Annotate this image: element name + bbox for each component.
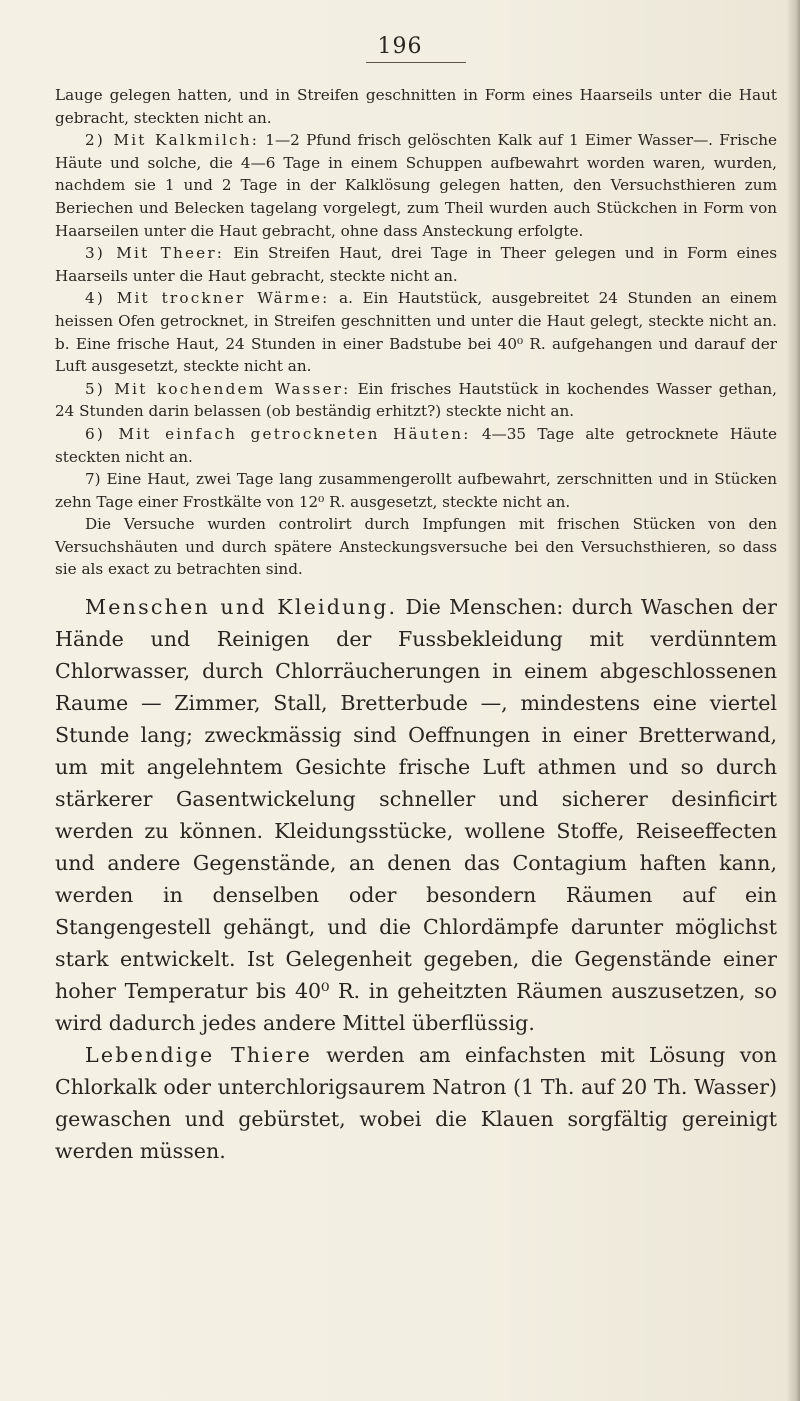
paragraph-text: werden am einfachsten mit Lösung von Chlorkalk oder unterchlorigsaurem Natron (1 Th. auf 20 Th. Wasser) gewaschen und gebürstet, wobei die Klauen sorgfältig gereinigt werden müssen. — [55, 1043, 777, 1164]
paragraph-frostkaelte — [55, 468, 777, 513]
paragraph-text: Lauge gelegen hatten, und in Streifen geschnitten in Form eines Haarseils unter die Haut gebracht, steckten nicht an. — [55, 86, 777, 127]
paragraph-text: 7) Eine Haut, zwei Tage lang zusammengerollt aufbewahrt, zerschnitten und in Stücken zehn Tage einer Frostkälte von 12⁰ R. ausgesetzt, steckte nicht an. — [55, 470, 777, 511]
paragraph-text: Die Menschen: durch Waschen der Hände und Reinigen der Fussbekleidung mit verdünntem Chlorwasser, durch Chlorräucherungen in einem abgeschlossenen Raume — Zimmer, Stall, Bretterbude —, mindestens eine viertel Stunde lang; zweckmässig sind Oeffnungen in einer Bretterwand, um mit angelehntem Gesichte frische Luft athmen und so durch stärkerer Gasentwickelung schneller und sicherer desinficirt werden zu können. Kleidungsstücke, wollene Stoffe, Reiseeffecten und andere Gegenstände, an denen das Contagium haften kann, werden in denselben oder besondern Räumen auf ein Stangengestell gehängt, und die Chlordämpfe darunter möglichst stark entwickelt. Ist Gelegenheit gegeben, die Gegenstände einer hoher Temperatur bis 40⁰ R. in geheitzten Räumen auszusetzen, so wird dadurch jedes andere Mittel überflüssig. — [55, 595, 777, 1036]
paragraph-getrocknete-haeute — [55, 423, 777, 468]
paragraph-lead: Lebendige Thiere — [85, 1043, 312, 1068]
disinfection-section — [55, 591, 777, 1167]
page-number-rule — [366, 62, 466, 63]
paragraph-kalkmilch — [55, 129, 777, 242]
paragraph-lead: 6) Mit einfach getrockneten Häuten: — [85, 424, 471, 443]
paragraph-text: Ein Streifen Haut, drei Tage in Theer gelegen und in Form eines Haarseils unter die Haut gebracht, steckte nicht an. — [55, 244, 778, 285]
paragraph-lead: 4) Mit trockner Wärme: — [85, 289, 330, 308]
paragraph-text: Die Versuche wurden controlirt durch Impfungen mit frischen Stücken von den Versuchshäuten und durch spätere Ansteckungsversuche bei den Versuchsthieren, so dass sie als exact zu betrachten sind. — [55, 515, 777, 579]
paragraph-lead: 2) Mit Kalkmilch: — [85, 131, 260, 150]
paragraph-text: 1—2 Pfund frisch gelöschten Kalk auf 1 Eimer Wasser—. Frische Häute und solche, die 4—6 Tage in einem Schuppen aufbewahrt worden waren, wurden, nachdem sie 1 und 2 Tage in der Kalklösung gelegen hatten, den Versuchsthieren zum Beriechen und Belecken tagelang vorgelegt, zum Theil wurden auch Stückchen in Form von Haarseilen unter die Haut gebracht, ohne dass Ansteckung erfolgte. — [55, 131, 777, 240]
paragraph-lead: 3) Mit Theer: — [85, 244, 225, 263]
paragraph-lead: Menschen und Kleidung. — [85, 595, 398, 620]
paragraph-menschen-kleidung — [55, 591, 777, 1039]
paragraph-text: Ein frisches Hautstück in kochendes Wasser gethan, 24 Stunden darin belassen (ob beständig erhitzt?) steckte nicht an. — [55, 379, 777, 421]
page-number: 196 — [377, 34, 423, 59]
paragraph-text: 4—35 Tage alte getrocknete Häute steckten nicht an. — [55, 424, 777, 466]
paragraph-kochendes-wasser — [55, 378, 777, 423]
page-edge-shadow — [786, 0, 800, 1401]
paragraph-theer — [55, 242, 777, 287]
page-content — [55, 84, 777, 1167]
paragraph-controle — [55, 513, 777, 581]
paragraph-continuation — [55, 84, 777, 129]
paragraph-trockner-waerme — [55, 287, 777, 377]
experiment-list — [55, 84, 777, 581]
paragraph-text: a. Ein Hautstück, ausgebreitet 24 Stunden an einem heissen Ofen getrocknet, in Streifen geschnitten und unter die Haut gelegt, steckte nicht an. b. Eine frische Haut, 24 Stunden in einer Badstube bei 40⁰ R. aufgehangen und darauf der Luft ausgesetzt, steckte nicht an. — [55, 289, 777, 376]
paragraph-lebendige-thiere — [55, 1039, 777, 1167]
paragraph-lead: 5) Mit kochendem Wasser: — [85, 379, 351, 398]
